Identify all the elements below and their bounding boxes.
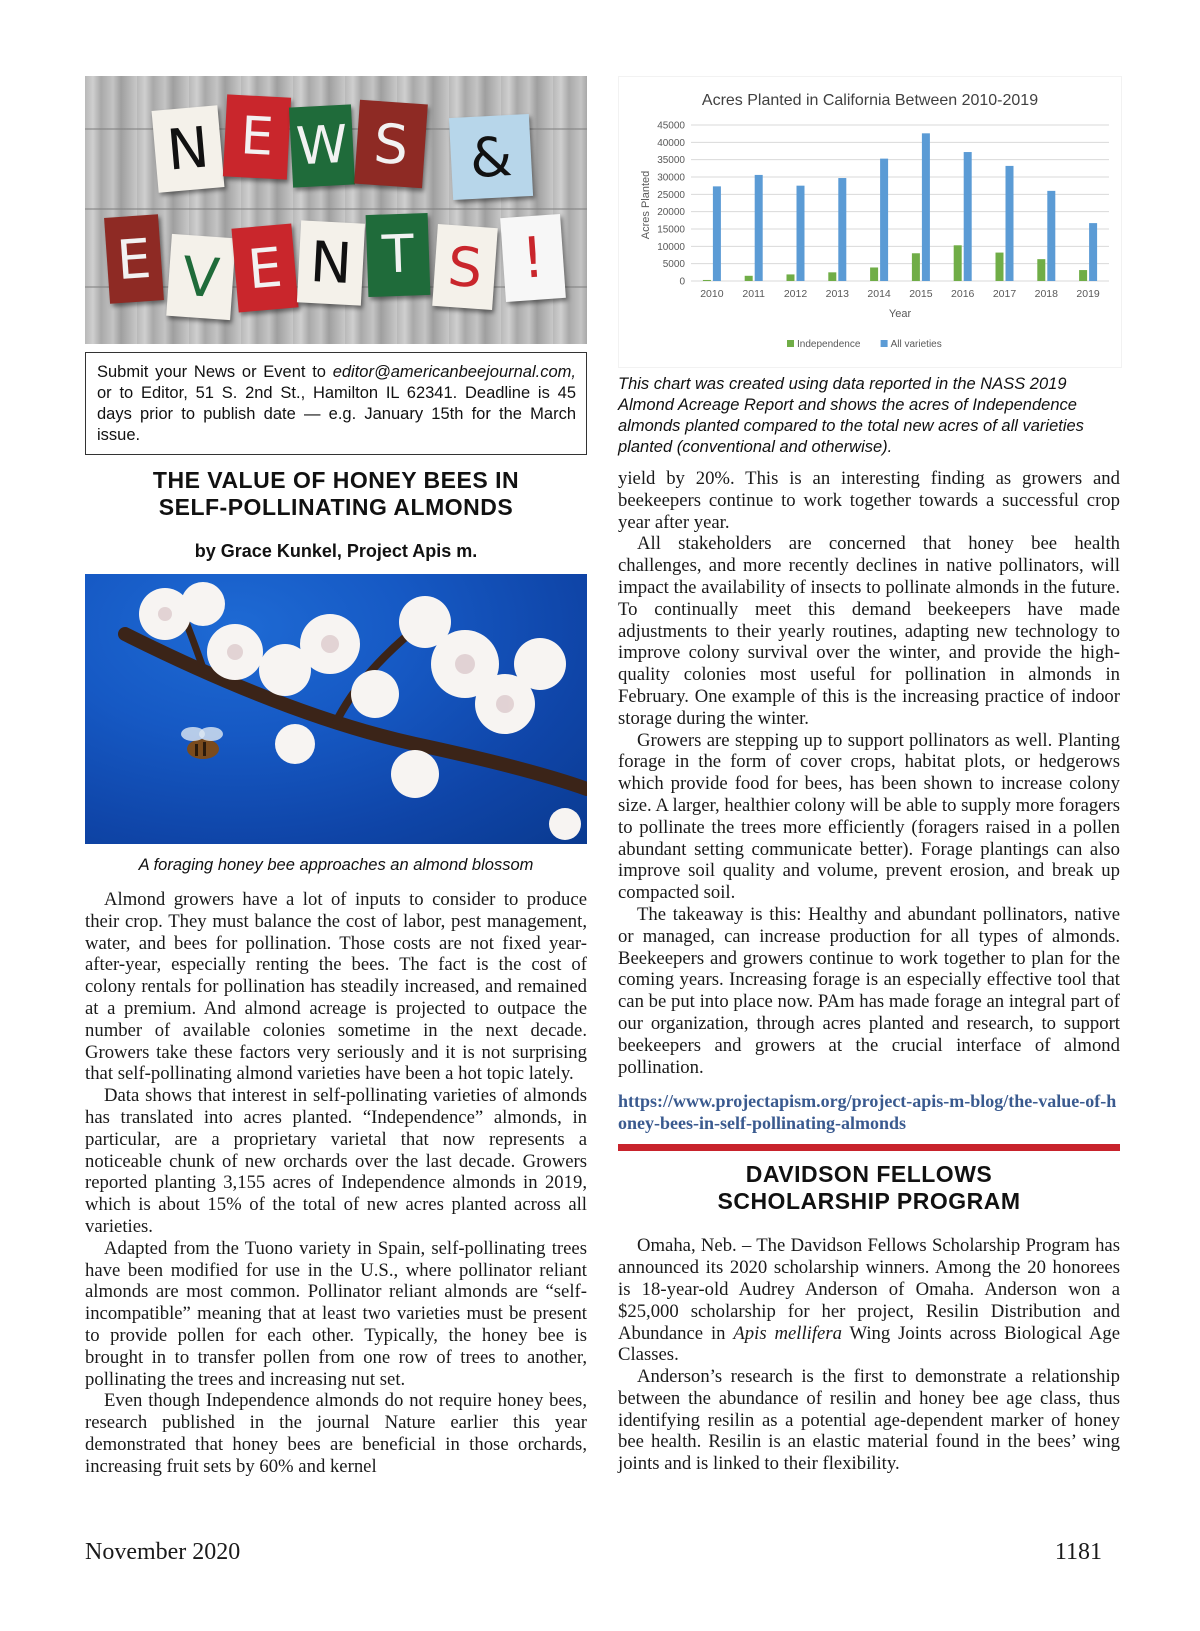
bar-all-varieties — [1047, 191, 1055, 281]
article-link[interactable]: https://www.projectapism.org/project-apis-m-blog/the-value-of-honey-bees-in-self-pollinating-almonds — [618, 1091, 1117, 1134]
news-events-banner — [85, 76, 587, 344]
article-paragraph: Almond growers have a lot of inputs to consider to produce their crop. They must balance the cost of labor, pest management, water, and bees for pollination. Those costs are not fixed year-after-year, especially renting the bees. The fact is the cost of colony rentals for pollination has steadily increased, and remained at a premium. And almond acreage is projected to outpace the number of available colonies sometime in the next decade. Growers take these factors very seriously and it is not surprising that self-pollinating almond varieties have been a hot topic lately. — [85, 889, 587, 1085]
submit-news-box — [85, 352, 587, 455]
submit-suffix: or to Editor, 51 S. 2nd St., Hamilton IL 62341. Deadline is 45 days prior to publish date — e.g. January 15th for the March issue. — [97, 384, 576, 444]
banner-tile: & — [449, 114, 533, 200]
banner-tile: E — [231, 224, 298, 313]
bar-independence — [703, 280, 711, 281]
almond-blossom-photo — [85, 574, 587, 844]
y-tick-label: 10000 — [657, 241, 685, 253]
bar-all-varieties — [1089, 223, 1097, 281]
bar-all-varieties — [755, 175, 763, 281]
photo-caption: A foraging honey bee approaches an almond blossom — [138, 856, 534, 874]
bar-independence — [870, 267, 878, 281]
bar-independence — [1079, 270, 1087, 281]
bar-independence — [996, 253, 1004, 281]
banner-tile: S — [432, 224, 498, 310]
x-tick-label: 2012 — [783, 288, 808, 300]
x-tick-label: 2017 — [992, 288, 1017, 300]
page-number: 1181 — [1054, 1539, 1102, 1565]
article-paragraph: Even though Independence almonds do not require honey bees, research published in the journal Nature earlier this year demonstrated that honey bees are beneficial in those orchards, increasing fruit sets by 60% and kernel — [85, 1390, 587, 1477]
banner-tile: W — [289, 104, 355, 187]
legend-swatch — [787, 340, 794, 347]
article-paragraph: All stakeholders are concerned that honey bee health challenges, and more recently declines in native pollinators, will impact the availability of insects to pollinate almonds in the future. To continually meet this demand beekeepers have made adjustments to their yearly routines, adapting new technology to improve colony survival over the winter, and provide the high-quality colonies most useful for pollination in almonds in February. One example of this is the increasing practice of indoor storage during the winter. — [618, 533, 1120, 729]
submit-email[interactable]: editor@americanbeejournal.com, — [332, 363, 576, 381]
bee-figure — [181, 727, 223, 759]
y-tick-label: 5000 — [662, 259, 685, 271]
legend-label: All varieties — [890, 339, 942, 350]
x-tick-label: 2018 — [1034, 288, 1058, 300]
blossom-illustration — [85, 574, 587, 844]
bar-all-varieties — [713, 186, 721, 281]
left-column — [85, 76, 587, 1478]
y-axis-label: Acres Planted — [640, 170, 652, 240]
legend-swatch — [881, 340, 888, 347]
bar-all-varieties — [838, 178, 846, 281]
article-paragraph: yield by 20%. This is an interesting finding as growers and beekeepers continue to work together towards a successful crop year after year. — [618, 468, 1120, 533]
x-tick-label: 2015 — [909, 288, 933, 300]
bar-independence — [787, 274, 795, 281]
x-tick-label: 2010 — [700, 288, 724, 300]
scholarship-paragraph: Anderson’s research is the first to demonstrate a relationship between the abundance of resilin and honey bee age class, thus identifying resilin as a potential age-dependent marker of honey bee health. Resilin is an elastic material found in the bees’ wing joints and is linked to their flexibility. — [618, 1366, 1120, 1475]
bar-all-varieties — [1006, 166, 1014, 281]
y-tick-label: 20000 — [657, 207, 685, 219]
x-axis-label: Year — [888, 308, 912, 320]
issue-date: November 2020 — [85, 1539, 241, 1565]
y-tick-label: 0 — [679, 276, 685, 288]
chart-caption: This chart was created using data reported in the NASS 2019 Almond Acreage Report and shows the acres of Independence almonds planted compared to the total new acres of all varieties planted (conventional and otherwise). — [618, 375, 1084, 456]
x-tick-label: 2013 — [825, 288, 849, 300]
y-tick-label: 25000 — [657, 189, 685, 201]
scholarship-body — [618, 1235, 1120, 1475]
scholarship-title: DAVIDSON FELLOWS SCHOLARSHIP PROGRAM — [717, 1161, 1021, 1215]
banner-tile: V — [166, 234, 236, 320]
article-body-left — [85, 889, 587, 1478]
banner-tile: S — [354, 100, 428, 189]
y-tick-label: 35000 — [657, 155, 685, 167]
x-tick-label: 2016 — [951, 288, 975, 300]
article-body-right — [618, 468, 1120, 1078]
bar-independence — [828, 272, 836, 281]
bar-all-varieties — [797, 186, 805, 281]
y-tick-label: 15000 — [657, 224, 685, 236]
bar-all-varieties — [964, 152, 972, 281]
banner-tile: E — [223, 94, 291, 179]
bar-independence — [954, 245, 962, 281]
y-tick-label: 30000 — [657, 172, 685, 184]
y-tick-label: 40000 — [657, 137, 685, 149]
bar-all-varieties — [922, 133, 930, 281]
banner-tile: ! — [500, 214, 566, 302]
submit-prefix: Submit your News or Event to — [97, 363, 333, 381]
x-tick-label: 2011 — [742, 288, 765, 300]
banner-tile: N — [297, 220, 365, 305]
bar-independence — [745, 276, 753, 281]
acreage-chart — [618, 76, 1122, 368]
bar-all-varieties — [880, 159, 888, 281]
article-byline: by Grace Kunkel, Project Apis m. — [194, 541, 478, 561]
bar-independence — [1037, 259, 1045, 281]
article-title: THE VALUE OF HONEY BEES IN SELF-POLLINATING ALMONDS — [152, 467, 520, 520]
article-paragraph: Data shows that interest in self-pollinating varieties of almonds has translated into acres planted. “Independence” almonds, in particular, are a proprietary varietal that now represents a noticeable chunk of new orchards over the last decade. Growers reported planting 3,155 acres of Independence almonds in 2019, which is about 15% of the total of new acres planted across all varieties. — [85, 1085, 587, 1237]
x-tick-label: 2014 — [867, 288, 891, 300]
y-tick-label: 45000 — [657, 120, 685, 132]
banner-tile: E — [104, 214, 164, 304]
legend-label: Independence — [797, 339, 861, 350]
banner-tile: T — [366, 213, 431, 297]
bar-independence — [912, 253, 920, 281]
section-divider — [618, 1144, 1120, 1151]
x-tick-label: 2019 — [1076, 288, 1100, 300]
banner-tile: N — [152, 105, 225, 192]
article-paragraph: Growers are stepping up to support pollinators as well. Planting forage in the form of cover crops, habitat plots, or hedgerows which provide food for bees, has been shown to increase colony size. A larger, healthier colony will be able to supply more foragers to pollinate the trees more efficiently (foragers raised in a pollen abundant setting communicate better). Forage plantings can also improve soil quality and volume, prevent erosion, and break up compacted soil. — [618, 729, 1120, 904]
article-paragraph: Adapted from the Tuono variety in Spain, self-pollinating trees have been modified for use in the U.S., where pollinator reliant almonds are most common. Pollinator reliant almonds are “self-incompatible” meaning that at least two varieties must be present to provide pollen for each other. Typically, the honey bee is brought in to transfer pollen from one row of trees to another, pollinating the trees and increasing nut set. — [85, 1237, 587, 1390]
scholarship-paragraph: Omaha, Neb. – The Davidson Fellows Scholarship Program has announced its 2020 scholarship winners. Among the 20 honorees is 18-year-old Audrey Anderson of Omaha. Anderson won a $25,000 scholarship for her project, Resilin Distribution and Abundance in Apis mellifera Wing Joints across Biological Age Classes. — [618, 1235, 1120, 1366]
chart-title: Acres Planted in California Between 2010-2019 — [701, 92, 1039, 109]
right-column — [618, 76, 1120, 1475]
article-paragraph: The takeaway is this: Healthy and abundant pollinators, native or managed, can increase production for all types of almonds. Beekeepers and growers continue to work together to plan for the coming years. Increasing forage is an especially effective tool that can be put into place now. PAm has made forage an integral part of our organization, through acres planted and research, to support beekeepers and growers at the crucial interface of almond pollination. — [618, 903, 1120, 1078]
